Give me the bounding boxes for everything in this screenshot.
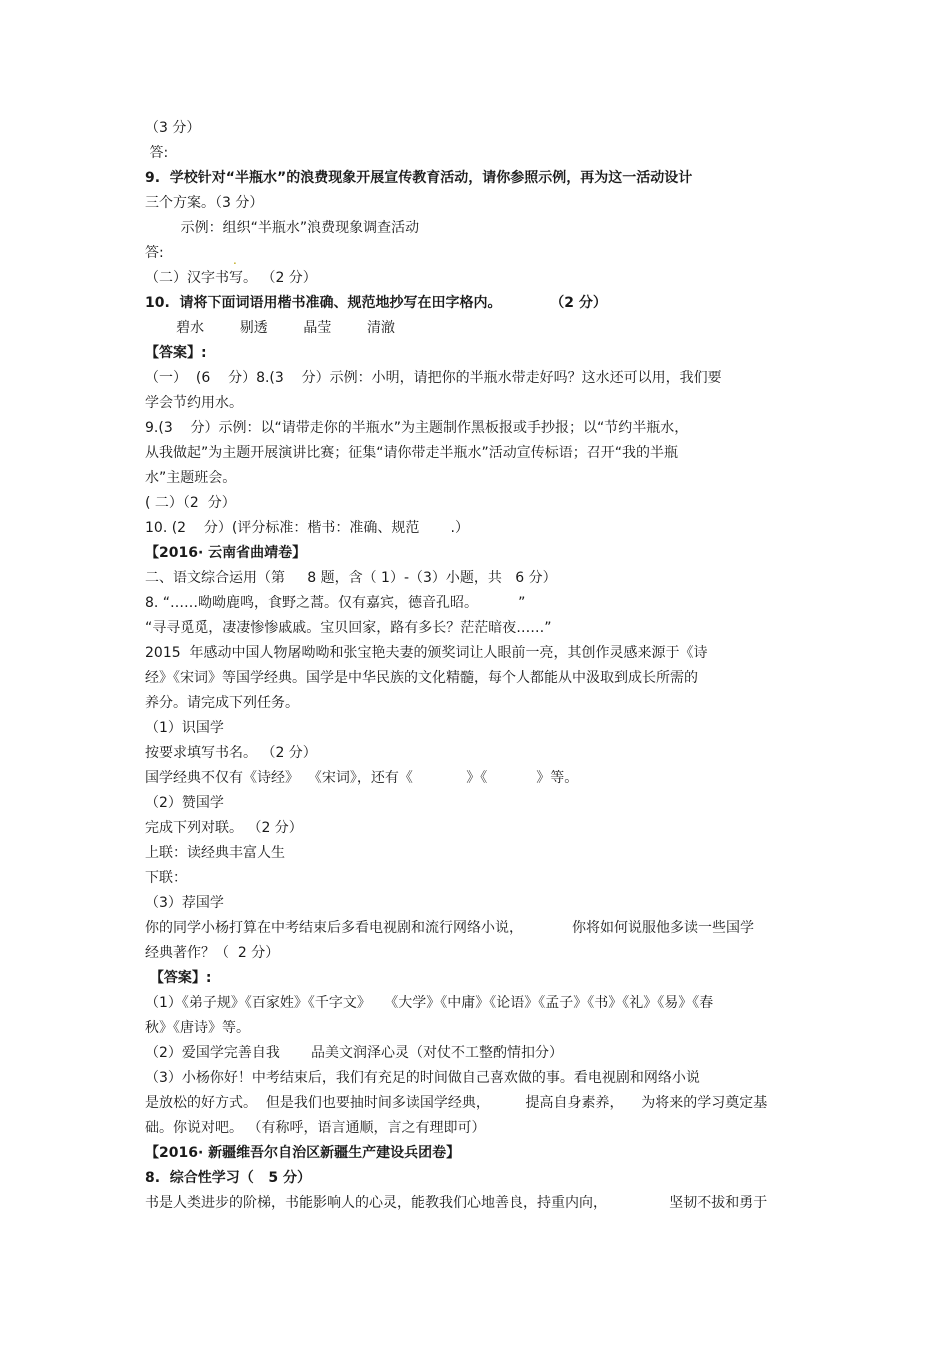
text-line: 学会节约用水。 xyxy=(145,395,243,411)
text-line: 养分。请完成下列任务。 xyxy=(145,695,299,711)
text-line: （2）爱国学完善自我 品美文润泽心灵（对仗不工整酌情扣分） xyxy=(145,1045,564,1061)
subtask-heading: （1）识国学 xyxy=(145,720,224,736)
text-line: 经典著作？（ 2 分） xyxy=(145,945,280,961)
text-line: 按要求填写书名。 （2 分） xyxy=(145,745,317,761)
text-line: 水”主题班会。 xyxy=(145,470,237,486)
example-line: 示例：组织“半瓶水”浪费现象调查活动 xyxy=(145,220,420,236)
answer-heading: 【答案】: xyxy=(145,345,207,361)
text-line: 是放松的好方式。 但是我们也要抽时间多读国学经典， 提高自身素养， 为将来的学习奠定基 xyxy=(145,1095,768,1111)
question-8: 8. 综合性学习（ 5 分） xyxy=(145,1170,312,1186)
subtask-heading: （3）荐国学 xyxy=(145,895,224,911)
question-8: 8. “……呦呦鹿鸣，食野之蒿。仅有嘉宾，德音孔昭。 ” xyxy=(145,595,526,611)
section-heading: 二、语文综合运用（第 8 题，含（ 1）-（3）小题，共 6 分） xyxy=(145,570,557,586)
text-line: 完成下列对联。 （2 分） xyxy=(145,820,303,836)
text-line: 书是人类进步的阶梯，书能影响人的心灵，能教我们心地善良，持重内向， 坚韧不拔和勇于 xyxy=(145,1195,768,1211)
source-heading: 【2016· 新疆维吾尔自治区新疆生产建设兵团卷】 xyxy=(145,1145,461,1161)
text-line: 上联：读经典丰富人生 xyxy=(145,845,285,861)
text-line: 答: xyxy=(145,245,164,261)
text-line: 你的同学小杨打算在中考结束后多看电视剧和流行网络小说， 你将如何说服他多读一些国学 xyxy=(145,920,754,936)
text-line: （1）《弟子规》《百家姓》《千字文》 《大学》《中庸》《论语》《孟子》《书》《礼》《易》《春 xyxy=(145,995,714,1011)
section-heading: （二）汉字书写。 （2 分） xyxy=(145,270,317,286)
stray-mark: . xyxy=(233,253,237,267)
word-list: 碧水 剔透 晶莹 清澈 xyxy=(145,320,395,336)
text-line: 下联： xyxy=(145,870,187,886)
text-line: 从我做起”为主题开展演讲比赛；征集“请你带走半瓶水”活动宣传标语；召开“我的半瓶 xyxy=(145,445,679,461)
text-line: 经》《宋词》等国学经典。国学是中华民族的文化精髓，每个人都能从中汲取到成长所需的 xyxy=(145,670,698,686)
text-line: 2015 年感动中国人物屠呦呦和张宝艳夫妻的颁奖词让人眼前一亮，其创作灵感来源于《诗 xyxy=(145,645,708,661)
text-line: 答: xyxy=(145,145,169,161)
text-line: ( 二）（2 分） xyxy=(145,495,236,511)
subtask-heading: （2）赞国学 xyxy=(145,795,224,811)
text-line: “寻寻觅觅，凄凄惨惨戚戚。宝贝回家，路有多长？茫茫暗夜……” xyxy=(145,620,552,636)
text-line: 9.(3 分）示例：以“请带走你的半瓶水”为主题制作黑板报或手抄报；以“节约半瓶水， xyxy=(145,420,689,436)
question-9: 9. 学校针对“半瓶水”的浪费现象开展宣传教育活动，请你参照示例，再为这一活动设计 xyxy=(145,170,693,186)
text-line: （一） (6 分）8.(3 分）示例：小明，请把你的半瓶水带走好吗？这水还可以用，我们要 xyxy=(145,370,722,386)
text-line: 秋》《唐诗》等。 xyxy=(145,1020,250,1036)
text-line: （3 分） xyxy=(145,120,201,136)
answer-heading: 【答案】: xyxy=(145,970,212,986)
question-10: 10. 请将下面词语用楷书准确、规范地抄写在田字格内。 （2 分） xyxy=(145,295,607,311)
text-line: 国学经典不仅有《诗经》 《宋词》，还有《 》《 》等。 xyxy=(145,770,579,786)
text-line: 三个方案。（3 分） xyxy=(145,195,264,211)
source-heading: 【2016· 云南省曲靖卷】 xyxy=(145,545,307,561)
text-line: 础。你说对吧。 （有称呼，语言通顺，言之有理即可） xyxy=(145,1120,486,1136)
text-line: （3）小杨你好！中考结束后，我们有充足的时间做自己喜欢做的事。看电视剧和网络小说 xyxy=(145,1070,700,1086)
text-line: 10. (2 分）(评分标准：楷书：准确、规范 .） xyxy=(145,520,469,536)
